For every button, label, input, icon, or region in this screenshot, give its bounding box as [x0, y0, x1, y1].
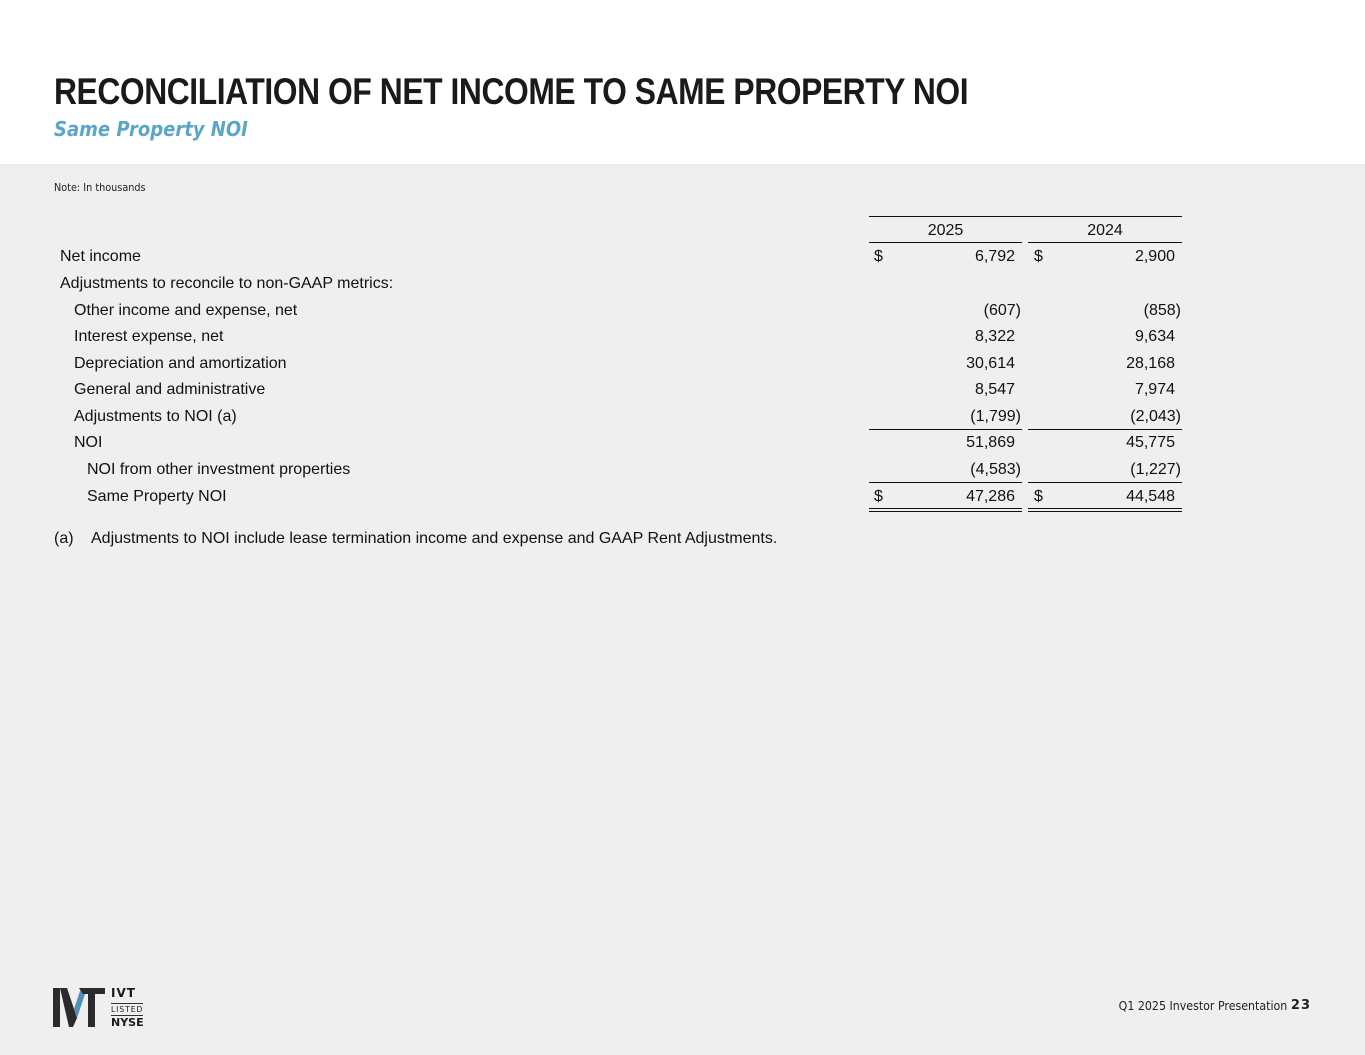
value-2025: 6,792	[974, 248, 1015, 265]
page-title: RECONCILIATION OF NET INCOME TO SAME PROPERTY NOI	[54, 71, 969, 112]
row-label: Adjustments to reconcile to non-GAAP metrics:	[60, 275, 394, 292]
value-2025: 47,286	[966, 488, 1015, 505]
page-number: 23	[1290, 998, 1311, 1013]
value-2025: 51,869	[966, 434, 1015, 451]
header-rule-2024	[1028, 242, 1182, 243]
value-2025: (607)	[983, 302, 1021, 319]
value-2025: 8,547	[974, 381, 1015, 398]
row-label: Adjustments to NOI (a)	[74, 408, 237, 425]
row-label: General and administrative	[74, 381, 266, 398]
currency-symbol: $	[874, 488, 883, 505]
value-2024: 2,900	[1134, 248, 1175, 265]
value-2025: (4,583)	[970, 461, 1021, 478]
header-rule-2025	[869, 242, 1022, 243]
subtotal-rule-2024	[1028, 429, 1182, 430]
total-top-rule-2025	[869, 482, 1022, 483]
currency-symbol: $	[1034, 488, 1043, 505]
header-top-rule	[869, 216, 1182, 217]
value-2024: 44,548	[1126, 488, 1175, 505]
row-label: Interest expense, net	[74, 328, 224, 345]
value-2024: (2,043)	[1130, 408, 1181, 425]
value-2025: 30,614	[966, 355, 1015, 372]
currency-symbol: $	[1034, 248, 1043, 265]
page-subtitle: Same Property NOI	[54, 117, 248, 141]
value-2024: 7,974	[1134, 381, 1175, 398]
logo-ticker: IVT	[111, 986, 136, 1000]
row-label: Net income	[60, 248, 141, 265]
note-units: Note: In thousands	[54, 181, 146, 194]
logo-exchange: NYSE	[111, 1016, 144, 1029]
value-2024: 45,775	[1126, 434, 1175, 451]
row-label: Other income and expense, net	[74, 302, 298, 319]
value-2024: 9,634	[1134, 328, 1175, 345]
total-double-rule-2024	[1028, 508, 1182, 512]
currency-symbol: $	[874, 248, 883, 265]
logo-listed: LISTED	[111, 1005, 144, 1014]
total-double-rule-2025	[869, 508, 1022, 512]
value-2024: (858)	[1143, 302, 1181, 319]
subtotal-rule-2025	[869, 429, 1022, 430]
footer-presentation-title: Q1 2025 Investor Presentation	[1118, 999, 1287, 1013]
value-2025: 8,322	[974, 328, 1015, 345]
row-label: Same Property NOI	[87, 488, 227, 505]
footnote-mark: (a)	[54, 530, 74, 547]
column-header-2024: 2024	[1087, 222, 1123, 239]
row-label: Depreciation and amortization	[74, 355, 287, 372]
footnote-text: Adjustments to NOI include lease termination income and expense and GAAP Rent Adjustments.	[91, 530, 778, 547]
ivt-logo	[53, 988, 105, 1027]
row-label: NOI from other investment properties	[87, 461, 351, 478]
value-2025: (1,799)	[970, 408, 1021, 425]
column-header-2025: 2025	[927, 222, 964, 239]
row-label: NOI	[74, 434, 103, 451]
value-2024: (1,227)	[1130, 461, 1181, 478]
total-top-rule-2024	[1028, 482, 1182, 483]
value-2024: 28,168	[1126, 355, 1175, 372]
